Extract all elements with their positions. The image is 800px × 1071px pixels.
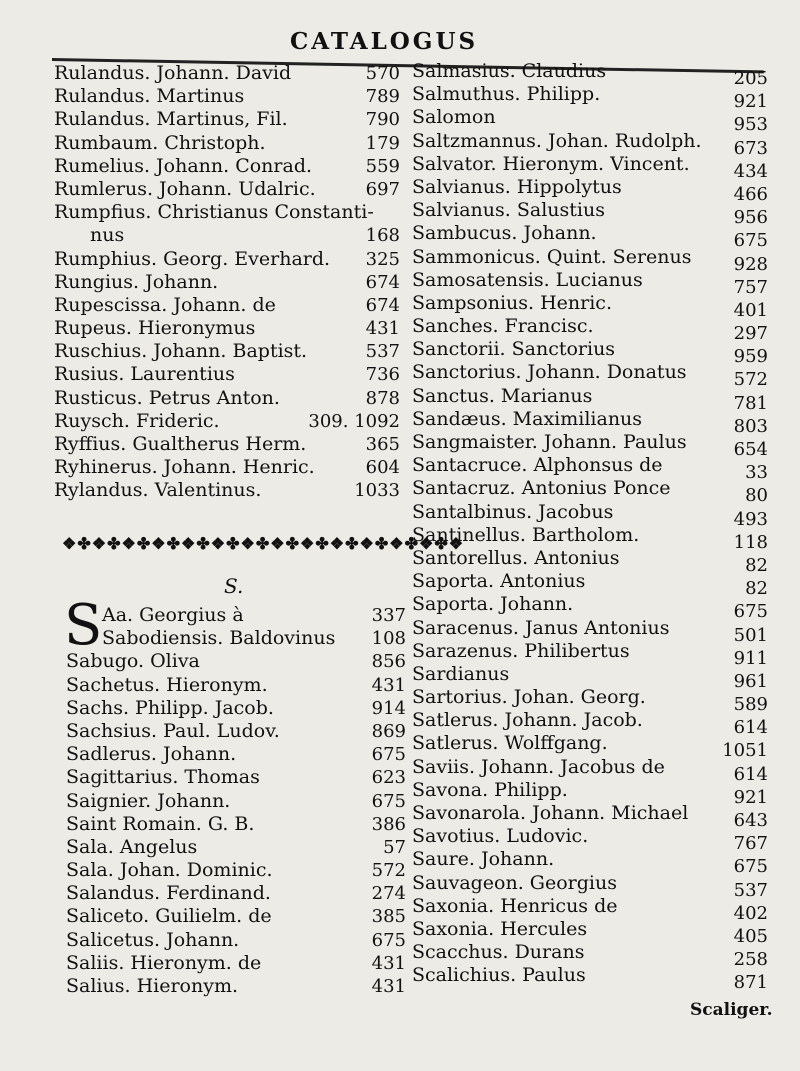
entry-name: Saignier. Johann. [66,789,231,812]
entry-page-number: 385 [371,906,406,928]
list-item [412,686,772,716]
list-item [412,199,772,229]
list-item [412,848,772,878]
list-item [412,361,772,391]
entry-page-number: 789 [365,86,400,108]
list-item [412,825,772,855]
list-item [54,155,406,178]
list-item [54,433,406,456]
entry-name: Saporta. Antonius [412,570,586,593]
entry-name: Salmasius. Claudius [412,60,607,82]
entry-page-number: 956 [733,207,768,229]
list-item [54,410,406,433]
entry-page-number: 675 [733,601,768,623]
list-item [66,697,406,720]
entry-page-number: 258 [733,949,768,971]
entry-name: Sanctus. Marianus [412,384,593,407]
entry-page-number: 405 [733,925,768,947]
entry-page-number: 654 [733,439,768,460]
entry-name: Salvator. Hieronym. Vincent. [412,152,690,175]
list-item [412,106,772,136]
entry-name: Sabodiensis. Baldovinus [102,627,336,650]
entry-name: Saxonia. Henricus de [412,894,618,917]
list-item [66,627,406,650]
entry-name: Saporta. Johann. [412,593,574,616]
list-item [54,363,406,386]
list-item [66,743,406,766]
entry-name: Saliceto. Guilielm. de [66,905,272,928]
list-item [54,248,406,271]
list-item [54,108,406,131]
left-column-s-entries [66,604,406,998]
entry-page-number: 589 [733,694,768,716]
list-item [412,338,772,368]
entry-name: Ryhinerus. Johann. Henric. [54,456,315,479]
entry-page-number: 80 [745,485,768,507]
entry-name: Rumpfius. Christianus Constanti- [54,201,374,224]
entry-page-number: 921 [733,91,768,113]
entry-page-number: 675 [371,929,406,951]
list-item [412,593,772,623]
list-item [412,802,772,831]
list-item [54,201,406,224]
list-item [412,941,772,971]
list-item [412,315,772,345]
entry-page-number: 572 [733,369,768,391]
entry-name: Saure. Johann. [412,848,555,871]
entry-page-number: 736 [365,364,400,386]
entry-page-number: 643 [733,810,768,831]
entry-page-number: 1033 [354,480,400,502]
entry-page-number: 205 [733,68,768,89]
list-item [412,500,772,530]
entry-name: Savonarola. Johann. Michael [412,802,689,824]
list-item [54,178,406,201]
entry-page-number: 168 [365,225,400,247]
entry-name: Rumelius. Johann. Conrad. [54,154,313,177]
entry-name: Samosatensis. Lucianus [412,268,643,291]
entry-name: nus [90,224,125,247]
entry-name: Rupeus. Hieronymus [54,317,256,340]
entry-name: Rulandus. Martinus [54,85,245,108]
list-item [66,790,406,813]
entry-page-number: 57 [383,836,406,858]
list-item [412,268,772,298]
list-item [66,650,406,673]
entry-name: Santalbinus. Jacobus [412,500,614,523]
entry-page-number: 108 [371,628,406,650]
entry-page-number: 402 [733,902,768,924]
list-item [66,674,406,697]
entry-name: Ruysch. Frideric. [54,409,220,432]
entry-name: Santacruce. Alphonsus de [412,454,663,477]
entry-page-number: 325 [365,248,400,270]
entry-name: Sandæus. Maximilianus [412,407,643,430]
list-item [412,778,772,808]
list-item [412,639,772,669]
entry-name: Satlerus. Johann. Jacob. [412,709,643,732]
list-item [54,479,406,502]
entry-page-number: 274 [371,883,406,905]
entry-page-number: 466 [733,183,768,205]
section-ornament: ❖✤❖✤❖✤❖✤❖✤❖✤❖✤❖✤❖✤❖✤❖✤❖✤❖✤❖ [62,534,465,553]
entry-name: Sagittarius. Thomas [66,766,260,789]
page-header: CATALOGUS [290,28,479,55]
list-item [412,152,772,182]
list-item [54,85,406,108]
section-heading-s: S. [224,574,244,598]
entry-name: Rumlerus. Johann. Udalric. [54,177,316,200]
list-item [412,964,772,994]
entry-name: Rusius. Laurentius [54,363,235,386]
entry-name: Rusticus. Petrus Anton. [54,386,280,409]
entry-page-number: 869 [371,720,406,742]
list-item [66,905,406,928]
entry-name: Rulandus. Johann. David [54,62,292,84]
list-item [66,836,406,859]
entry-page-number: 537 [733,879,768,901]
list-item [54,387,406,410]
entry-page-number: 431 [371,952,406,974]
entry-page-number: 697 [365,178,400,200]
list-item [54,224,406,247]
list-item [412,732,772,762]
entry-page-number: 431 [371,674,406,696]
entry-name: Salvianus. Hippolytus [412,175,622,198]
entry-name: Rylandus. Valentinus. [54,479,262,502]
entry-name: Sangmaister. Johann. Paulus [412,431,687,453]
entry-page-number: 434 [733,160,768,182]
entry-page-number: 675 [371,744,406,766]
entry-page-number: 914 [371,697,406,719]
entry-page-number: 337 [371,605,406,626]
list-item [412,523,772,553]
left-column-r-entries [54,62,406,503]
list-item [54,294,406,317]
entry-page-number: 614 [733,763,768,785]
entry-page-number: 1051 [722,740,768,762]
entry-page-number: 118 [733,531,768,553]
entry-name: Salius. Hieronym. [66,975,239,997]
entry-name: Saint Romain. G. B. [66,812,255,835]
list-item [412,83,772,113]
entry-page-number: 953 [733,114,768,136]
entry-name: Salmuthus. Philipp. [412,83,601,106]
entry-page-number: 365 [365,434,400,455]
list-item [412,917,772,947]
entry-name: Saltzmannus. Johan. Rudolph. [412,129,702,152]
entry-page-number: 386 [371,813,406,835]
entry-page-number: 604 [365,457,400,479]
list-item [412,245,772,275]
entry-page-number: 959 [733,346,768,368]
entry-page-number: 431 [365,318,400,340]
entry-name: Saxonia. Hercules [412,917,588,940]
entry-page-number: 675 [733,230,768,252]
entry-name: Salicetus. Johann. [66,928,240,951]
dropcap-letter: S [64,593,103,658]
entry-page-number: 856 [371,651,406,673]
entry-page-number: 961 [733,670,768,692]
entry-name: Scacchus. Durans [412,941,585,964]
entry-page-number: 493 [733,508,768,530]
list-item [66,952,406,975]
entry-name: Santacruz. Antonius Ponce [412,477,671,500]
entry-page-number: 82 [745,578,768,600]
entry-page-number: 674 [365,271,400,293]
list-item [412,871,772,901]
entry-name: Sambucus. Johann. [412,222,597,245]
list-item [412,291,772,321]
entry-page-number: 614 [733,717,768,739]
entry-page-number: 309. 1092 [308,410,400,432]
list-item [412,477,772,507]
entry-page-number: 297 [733,323,768,345]
entry-page-number: 675 [733,856,768,878]
list-item [54,132,406,155]
entry-name: Aa. Georgius à [102,604,244,626]
entry-name: Rulandus. Martinus, Fil. [54,108,288,131]
entry-name: Santorellus. Antonius [412,546,620,569]
entry-name: Ruschius. Johann. Baptist. [54,340,308,363]
list-item [66,720,406,743]
list-item [412,431,772,460]
list-item [66,859,406,882]
entry-page-number: 675 [371,790,406,812]
list-item [412,662,772,692]
entry-page-number: 537 [365,341,400,363]
list-item [412,129,772,159]
entry-name: Sanctorius. Johann. Donatus [412,361,687,384]
entry-page-number: 878 [365,387,400,409]
entry-name: Sachsius. Paul. Ludov. [66,719,280,742]
list-item [412,60,772,89]
list-item [66,604,406,627]
list-item [66,975,406,998]
list-item [412,709,772,739]
entry-name: Sadlerus. Johann. [66,743,237,766]
entry-page-number: 921 [733,786,768,808]
entry-name: Ryffius. Gualtherus Herm. [54,433,307,455]
entry-name: Scalichius. Paulus [412,964,586,987]
entry-page-number: 559 [365,155,400,177]
entry-name: Sala. Angelus [66,835,198,858]
list-item [412,384,772,414]
list-item [412,454,772,484]
list-item [412,175,772,205]
entry-page-number: 911 [733,647,768,669]
entry-name: Sanctorii. Sanctorius [412,338,616,361]
list-item [54,340,406,363]
list-item [54,456,406,479]
list-item [66,929,406,952]
entry-name: Sabugo. Oliva [66,650,200,673]
entry-name: Sachetus. Hieronym. [66,673,268,696]
entry-name: Sardianus [412,662,510,685]
entry-name: Rupescissa. Johann. de [54,293,276,316]
list-item [412,546,772,576]
entry-page-number: 871 [733,972,768,994]
entry-page-number: 570 [365,63,400,84]
list-item [66,813,406,836]
entry-name: Sala. Johan. Dominic. [66,859,273,882]
entry-name: Sampsonius. Henric. [412,291,612,314]
entry-page-number: 803 [733,415,768,437]
list-item [412,616,772,646]
entry-name: Salomon [412,106,496,129]
entry-page-number: 767 [733,833,768,855]
entry-page-number: 790 [365,109,400,131]
entry-name: Salandus. Ferdinand. [66,882,271,905]
entry-name: Sanches. Francisc. [412,315,594,338]
entry-name: Rumbaum. Christoph. [54,131,266,154]
list-item [54,62,406,85]
entry-name: Sartorius. Johan. Georg. [412,686,646,709]
entry-page-number: 781 [733,392,768,414]
entry-name: Saracenus. Janus Antonius [412,616,670,639]
right-column-entries [412,60,772,994]
entry-name: Salvianus. Salustius [412,199,605,222]
entry-page-number: 572 [371,860,406,882]
entry-name: Rumphius. Georg. Everhard. [54,247,331,270]
entry-page-number: 757 [733,276,768,298]
list-item [412,407,772,437]
entry-page-number: 179 [365,132,400,154]
entry-page-number: 674 [365,294,400,316]
entry-name: Saviis. Johann. Jacobus de [412,755,665,778]
list-item [54,271,406,294]
list-item [66,766,406,789]
entry-name: Savotius. Ludovic. [412,825,589,848]
list-item [412,755,772,785]
entry-page-number: 82 [745,554,768,576]
list-item [412,894,772,924]
entry-page-number: 431 [371,976,406,997]
entry-page-number: 401 [733,299,768,321]
entry-page-number: 673 [733,137,768,159]
entry-name: Saliis. Hieronym. de [66,951,262,974]
entry-name: Rungius. Johann. [54,270,219,293]
entry-page-number: 623 [371,767,406,789]
list-item [412,570,772,600]
list-item [412,222,772,252]
entry-page-number: 33 [745,462,768,484]
entry-name: Sauvageon. Georgius [412,871,617,894]
entry-name: Sammonicus. Quint. Serenus [412,245,692,268]
catchword: Scaliger. [690,1000,773,1020]
entry-name: Santinellus. Bartholom. [412,523,640,546]
list-item [54,317,406,340]
entry-page-number: 501 [733,624,768,646]
entry-name: Sarazenus. Philibertus [412,639,630,662]
entry-name: Sachs. Philipp. Jacob. [66,696,274,719]
entry-page-number: 928 [733,253,768,275]
list-item [66,882,406,905]
entry-name: Savona. Philipp. [412,778,568,801]
entry-name: Satlerus. Wolffgang. [412,732,608,755]
